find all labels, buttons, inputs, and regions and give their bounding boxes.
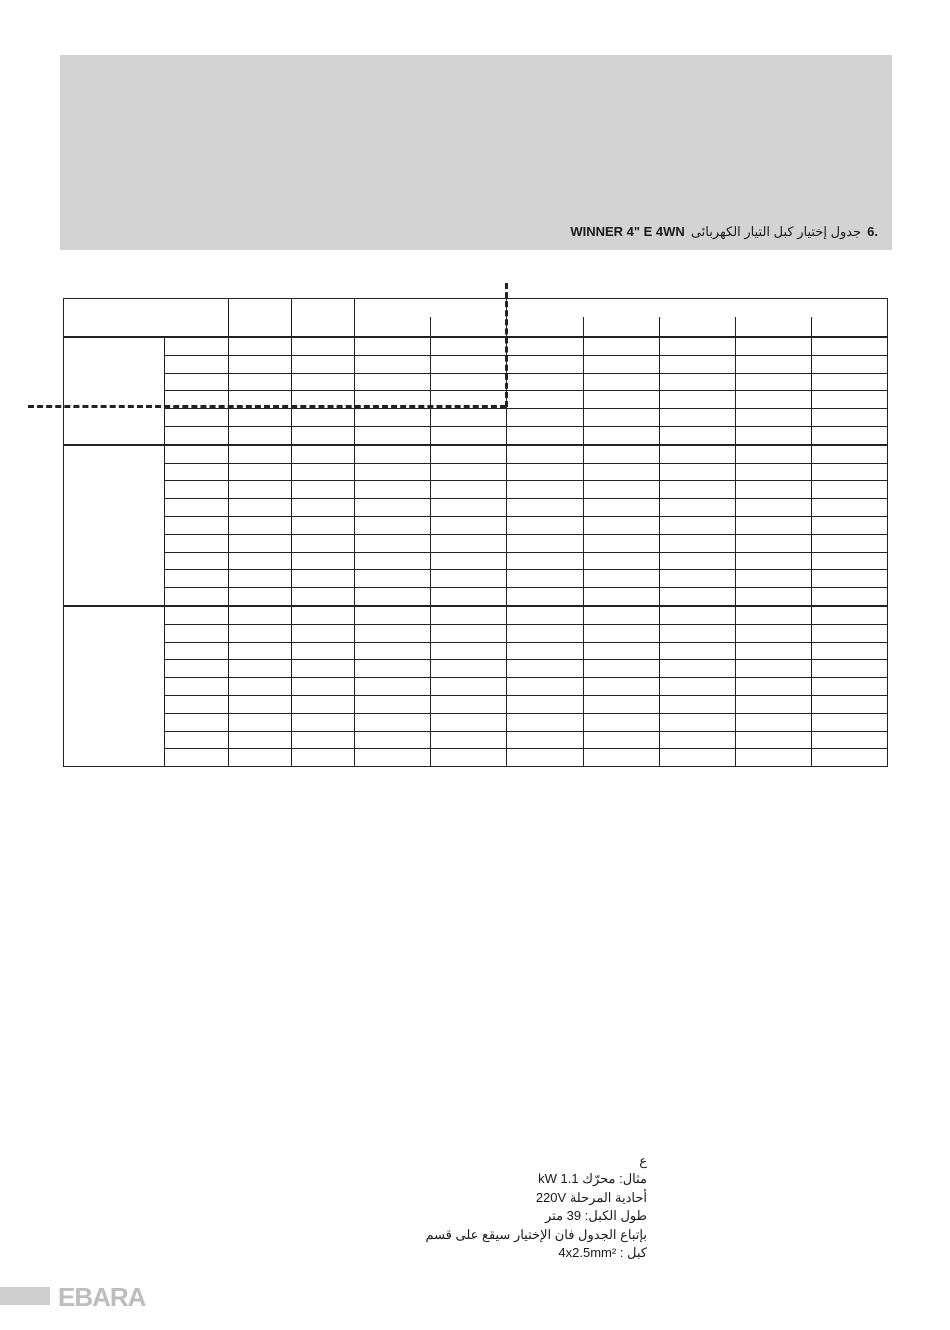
- table-cell: [431, 678, 507, 696]
- table-cell: [811, 695, 887, 713]
- table-cell: [165, 373, 229, 391]
- section-number: 6.: [867, 224, 878, 239]
- table-cell: [507, 463, 583, 481]
- table-cell: [735, 499, 811, 517]
- table-cell: [355, 463, 431, 481]
- table-cell: [431, 660, 507, 678]
- table-cell: [229, 355, 292, 373]
- table-cell: [583, 552, 659, 570]
- table-cell: [229, 713, 292, 731]
- example-note: [387, 1152, 647, 1262]
- table-cell: [355, 713, 431, 731]
- table-cell: [811, 570, 887, 588]
- table-cell: [292, 749, 355, 767]
- table-cell: [431, 570, 507, 588]
- table-cell: [583, 660, 659, 678]
- table-cell: [735, 678, 811, 696]
- table-cell: [811, 445, 887, 463]
- table-cell: [507, 713, 583, 731]
- table-cell: [811, 606, 887, 624]
- table-row: [64, 570, 888, 588]
- table-cell: [659, 409, 735, 427]
- table-row: [64, 534, 888, 552]
- table-cell: [735, 624, 811, 642]
- table-cell: [431, 552, 507, 570]
- table-header-row: [64, 299, 888, 318]
- table-cell: [292, 463, 355, 481]
- table-cell: [507, 481, 583, 499]
- table-cell: [431, 337, 507, 355]
- table-cell: [431, 624, 507, 642]
- table-cell: [659, 481, 735, 499]
- table-cell: [229, 570, 292, 588]
- table-cell: [735, 588, 811, 606]
- table-cell: [165, 713, 229, 731]
- example-line: مثال: محرّك 1.1 kW: [538, 1171, 647, 1187]
- table-cell: [431, 481, 507, 499]
- table-cell: [292, 695, 355, 713]
- table-cell: [165, 355, 229, 373]
- table-cell: [355, 749, 431, 767]
- table-cell: [229, 749, 292, 767]
- group-cell: [64, 337, 165, 445]
- table-cell: [431, 355, 507, 373]
- table-cell: [292, 731, 355, 749]
- table-cell: [583, 731, 659, 749]
- table-cell: [659, 713, 735, 731]
- table-cell: [355, 606, 431, 624]
- table-cell: [507, 426, 583, 444]
- table-cell: [292, 409, 355, 427]
- subheader-cell: [811, 317, 887, 337]
- table-cell: [355, 695, 431, 713]
- table-cell: [355, 534, 431, 552]
- subheader-cell: [355, 317, 431, 337]
- table-cell: [292, 606, 355, 624]
- table-cell: [229, 426, 292, 444]
- table-cell: [507, 409, 583, 427]
- table-cell: [292, 426, 355, 444]
- table-cell: [165, 624, 229, 642]
- table-cell: [659, 445, 735, 463]
- table-cell: [583, 588, 659, 606]
- table-cell: [507, 695, 583, 713]
- table-cell: [735, 570, 811, 588]
- table-cell: [431, 606, 507, 624]
- table-cell: [229, 606, 292, 624]
- table-cell: [165, 570, 229, 588]
- table-cell: [659, 606, 735, 624]
- table-cell: [811, 481, 887, 499]
- table-cell: [507, 499, 583, 517]
- table-cell: [659, 426, 735, 444]
- table-cell: [507, 731, 583, 749]
- table-row: [64, 713, 888, 731]
- table-cell: [811, 624, 887, 642]
- table-cell: [583, 499, 659, 517]
- table-cell: [659, 624, 735, 642]
- table-cell: [355, 588, 431, 606]
- table-cell: [165, 499, 229, 517]
- table-cell: [811, 731, 887, 749]
- table-cell: [811, 337, 887, 355]
- header-band: [60, 55, 892, 250]
- table-cell: [229, 481, 292, 499]
- table-cell: [355, 516, 431, 534]
- table-cell: [431, 463, 507, 481]
- table-cell: [229, 409, 292, 427]
- table-row: [64, 409, 888, 427]
- section-title-arabic: جدول إختيار كبل التيار الكهربائى: [690, 224, 862, 239]
- table-cell: [229, 534, 292, 552]
- table-cell: [292, 624, 355, 642]
- table-cell: [165, 606, 229, 624]
- table-cell: [292, 660, 355, 678]
- table-cell: [659, 678, 735, 696]
- example-line: كبل : 4x2.5mm²: [558, 1245, 647, 1261]
- table-cell: [583, 337, 659, 355]
- table-cell: [292, 534, 355, 552]
- table-cell: [229, 337, 292, 355]
- table-cell: [355, 355, 431, 373]
- header-cell: [507, 299, 888, 318]
- table-cell: [659, 534, 735, 552]
- table-cell: [583, 570, 659, 588]
- table-cell: [507, 642, 583, 660]
- table-cell: [355, 552, 431, 570]
- table-cell: [507, 355, 583, 373]
- table-cell: [811, 552, 887, 570]
- table-cell: [735, 606, 811, 624]
- table-cell: [292, 678, 355, 696]
- table-cell: [229, 463, 292, 481]
- table-cell: [507, 606, 583, 624]
- table-cell: [355, 570, 431, 588]
- table-cell: [811, 749, 887, 767]
- table-cell: [811, 373, 887, 391]
- table-cell: [735, 426, 811, 444]
- table-cell: [583, 624, 659, 642]
- table-cell: [229, 624, 292, 642]
- table-cell: [292, 713, 355, 731]
- table-cell: [507, 552, 583, 570]
- table-cell: [659, 391, 735, 409]
- table-row: [64, 588, 888, 606]
- table-cell: [583, 678, 659, 696]
- footer-bar: [0, 1287, 50, 1305]
- table-cell: [355, 731, 431, 749]
- table-cell: [165, 409, 229, 427]
- table-cell: [735, 463, 811, 481]
- table-cell: [583, 391, 659, 409]
- table-cell: [165, 695, 229, 713]
- table-cell: [292, 355, 355, 373]
- table-cell: [355, 499, 431, 517]
- table-cell: [431, 588, 507, 606]
- table-row: [64, 731, 888, 749]
- group-cell: [64, 445, 165, 606]
- table-cell: [507, 678, 583, 696]
- table-cell: [811, 409, 887, 427]
- table-cell: [165, 337, 229, 355]
- table-cell: [229, 588, 292, 606]
- table-row: [64, 695, 888, 713]
- table-cell: [507, 749, 583, 767]
- table-cell: [229, 678, 292, 696]
- table-cell: [659, 695, 735, 713]
- table-cell: [507, 445, 583, 463]
- table-cell: [659, 660, 735, 678]
- table-cell: [735, 373, 811, 391]
- table-cell: [229, 660, 292, 678]
- table-cell: [811, 534, 887, 552]
- table-cell: [355, 373, 431, 391]
- table-cell: [507, 588, 583, 606]
- table-row: [64, 606, 888, 624]
- table-cell: [583, 606, 659, 624]
- table-cell: [583, 445, 659, 463]
- table-cell: [735, 409, 811, 427]
- table-cell: [292, 481, 355, 499]
- table-cell: [583, 409, 659, 427]
- table-cell: [659, 588, 735, 606]
- table-cell: [583, 355, 659, 373]
- table-row: [64, 552, 888, 570]
- table-row: [64, 642, 888, 660]
- table-cell: [229, 373, 292, 391]
- header-cell: [355, 299, 507, 318]
- table-cell: [431, 445, 507, 463]
- table-cell: [507, 391, 583, 409]
- table-cell: [583, 695, 659, 713]
- table-cell: [811, 588, 887, 606]
- table-cell: [165, 642, 229, 660]
- table-cell: [229, 731, 292, 749]
- table-cell: [583, 373, 659, 391]
- table-row: [64, 516, 888, 534]
- table-cell: [811, 499, 887, 517]
- section-title: [570, 224, 878, 240]
- table-row: [64, 445, 888, 463]
- example-line: بإتباع الجدول فان الإختيار سيقع على قسم: [425, 1226, 647, 1242]
- table-cell: [355, 678, 431, 696]
- table-row: [64, 749, 888, 767]
- table-cell: [292, 445, 355, 463]
- table-cell: [811, 391, 887, 409]
- subheader-cell: [431, 317, 507, 337]
- example-guide-line-vertical: [505, 283, 508, 407]
- table-row: [64, 426, 888, 444]
- table-cell: [659, 642, 735, 660]
- header-cell: [64, 299, 229, 338]
- table-cell: [811, 660, 887, 678]
- table-cell: [811, 463, 887, 481]
- table-cell: [659, 355, 735, 373]
- table-cell: [431, 731, 507, 749]
- table-cell: [165, 552, 229, 570]
- table-cell: [659, 516, 735, 534]
- table-cell: [229, 445, 292, 463]
- table-cell: [229, 642, 292, 660]
- example-line: ع: [639, 1153, 647, 1168]
- table-cell: [659, 749, 735, 767]
- table-cell: [292, 499, 355, 517]
- table-cell: [229, 499, 292, 517]
- table-row: [64, 373, 888, 391]
- table-cell: [811, 678, 887, 696]
- table-cell: [165, 445, 229, 463]
- table-cell: [431, 642, 507, 660]
- subheader-cell: [583, 317, 659, 337]
- table-cell: [507, 516, 583, 534]
- table-cell: [292, 373, 355, 391]
- table-cell: [355, 660, 431, 678]
- table-cell: [355, 481, 431, 499]
- table-cell: [507, 570, 583, 588]
- table-cell: [507, 337, 583, 355]
- table-cell: [292, 588, 355, 606]
- table-cell: [659, 552, 735, 570]
- table-cell: [165, 463, 229, 481]
- table-cell: [292, 337, 355, 355]
- table-cell: [431, 516, 507, 534]
- table-cell: [811, 355, 887, 373]
- table-cell: [431, 713, 507, 731]
- table-cell: [659, 463, 735, 481]
- example-line: أحادية المرحلة 220V: [535, 1189, 647, 1205]
- table-cell: [583, 642, 659, 660]
- table-row: [64, 499, 888, 517]
- table-cell: [292, 570, 355, 588]
- table-cell: [355, 409, 431, 427]
- example-guide-line-horizontal: [28, 405, 506, 408]
- table-cell: [507, 373, 583, 391]
- table-cell: [735, 391, 811, 409]
- table-row: [64, 463, 888, 481]
- table-cell: [659, 337, 735, 355]
- table-body: [64, 337, 888, 767]
- table-cell: [659, 499, 735, 517]
- table-cell: [735, 642, 811, 660]
- header-cell: [292, 299, 355, 338]
- table-cell: [735, 534, 811, 552]
- table-cell: [583, 713, 659, 731]
- table-cell: [165, 426, 229, 444]
- table-cell: [431, 426, 507, 444]
- table-row: [64, 355, 888, 373]
- table-cell: [735, 713, 811, 731]
- table-cell: [165, 678, 229, 696]
- table-cell: [165, 749, 229, 767]
- table-cell: [735, 516, 811, 534]
- table-cell: [659, 570, 735, 588]
- table-cell: [735, 695, 811, 713]
- subheader-cell: [507, 317, 583, 337]
- table-cell: [811, 642, 887, 660]
- table-cell: [431, 695, 507, 713]
- cable-selection-table: [63, 298, 888, 767]
- table-cell: [735, 445, 811, 463]
- table-cell: [165, 516, 229, 534]
- ebara-logo: EBARA: [58, 1282, 146, 1312]
- section-model: WINNER 4" E 4WN: [570, 224, 685, 239]
- table-cell: [355, 337, 431, 355]
- table-cell: [583, 426, 659, 444]
- subheader-cell: [659, 317, 735, 337]
- subheader-cell: [735, 317, 811, 337]
- table-cell: [659, 373, 735, 391]
- table-cell: [292, 552, 355, 570]
- table-cell: [229, 552, 292, 570]
- table-cell: [735, 337, 811, 355]
- table-cell: [431, 499, 507, 517]
- table-cell: [583, 749, 659, 767]
- table-cell: [735, 731, 811, 749]
- table-cell: [583, 463, 659, 481]
- table-cell: [811, 713, 887, 731]
- table-cell: [431, 373, 507, 391]
- table-row: [64, 678, 888, 696]
- table-cell: [735, 552, 811, 570]
- table-cell: [735, 355, 811, 373]
- table-cell: [165, 731, 229, 749]
- table-cell: [507, 534, 583, 552]
- table-cell: [355, 642, 431, 660]
- table-cell: [431, 534, 507, 552]
- table-cell: [583, 516, 659, 534]
- table-cell: [583, 534, 659, 552]
- table-row: [64, 660, 888, 678]
- table-cell: [735, 749, 811, 767]
- header-cell: [229, 299, 292, 338]
- table-row: [64, 624, 888, 642]
- example-line: طول الكبل: 39 متر: [544, 1208, 647, 1224]
- table-cell: [431, 409, 507, 427]
- table-cell: [659, 731, 735, 749]
- table-row: [64, 481, 888, 499]
- group-cell: [64, 606, 165, 767]
- table-cell: [507, 624, 583, 642]
- table-cell: [165, 534, 229, 552]
- table-cell: [811, 516, 887, 534]
- table-cell: [165, 588, 229, 606]
- table-cell: [431, 749, 507, 767]
- table-cell: [507, 660, 583, 678]
- table-cell: [355, 445, 431, 463]
- table-cell: [355, 624, 431, 642]
- table-cell: [165, 660, 229, 678]
- table-cell: [735, 660, 811, 678]
- table-cell: [292, 642, 355, 660]
- table-cell: [229, 516, 292, 534]
- table-cell: [292, 516, 355, 534]
- table-cell: [811, 426, 887, 444]
- table-row: [64, 337, 888, 355]
- table-cell: [355, 426, 431, 444]
- table-cell: [165, 481, 229, 499]
- table-cell: [583, 481, 659, 499]
- table-cell: [735, 481, 811, 499]
- table-cell: [229, 695, 292, 713]
